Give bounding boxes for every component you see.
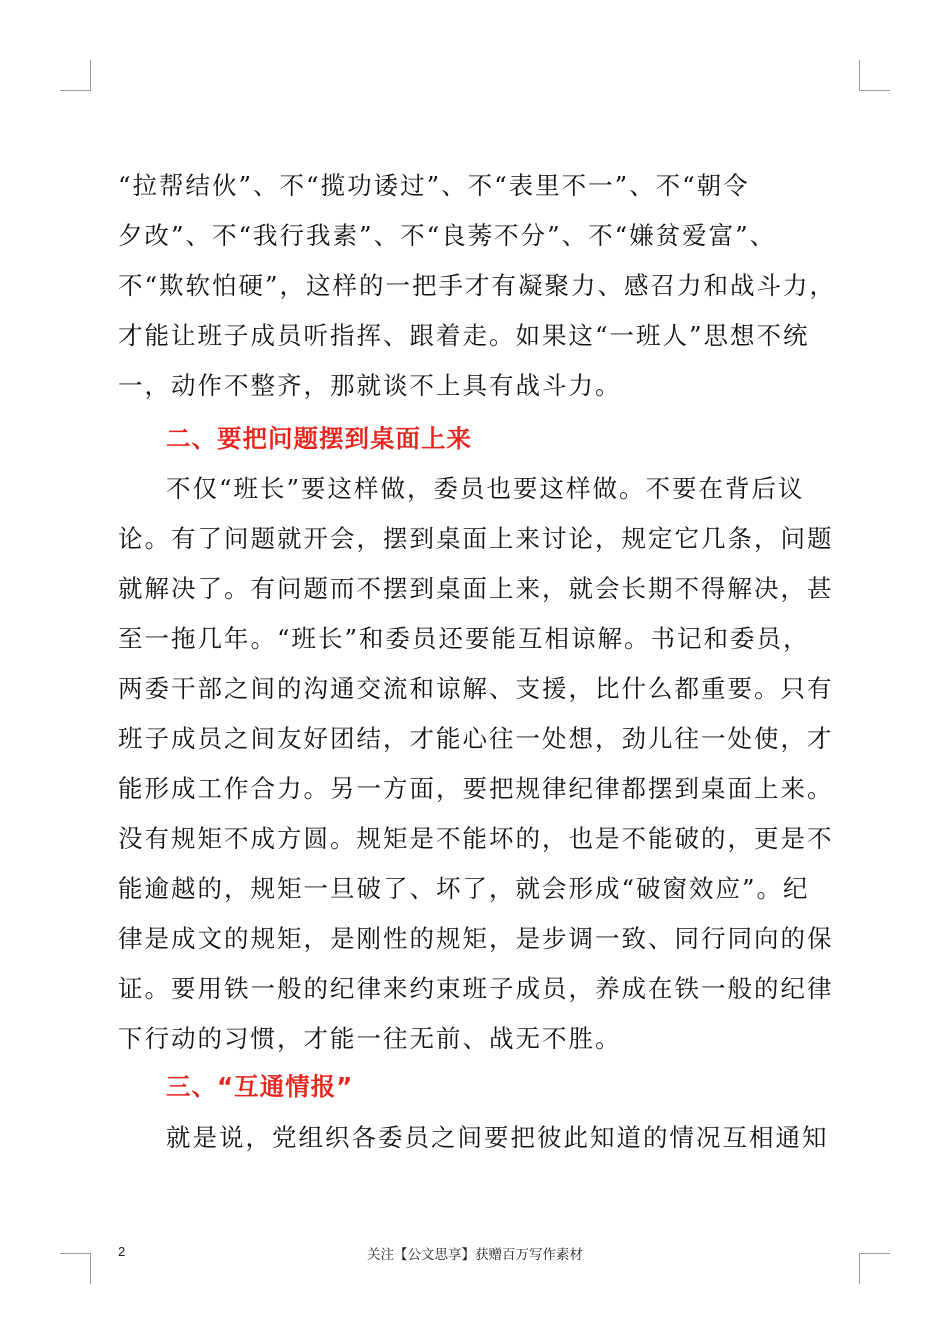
paragraph-line: 两委干部之间的沟通交流和谅解、支援，比什么都重要。只有 — [118, 674, 834, 703]
paragraph-line: 一，动作不整齐，那就谈不上具有战斗力。 — [118, 371, 622, 400]
paragraph-1 — [118, 161, 838, 411]
paragraph-line: 班子成员之间友好团结，才能心往一处想，劲儿往一处使，才 — [118, 724, 834, 753]
paragraph-line: 至一拖几年。“班长”和委员还要能互相谅解。书记和委员， — [118, 624, 810, 653]
paragraph-line: 下行动的习惯，才能一往无前、战无不胜。 — [118, 1024, 622, 1053]
paragraph-line: 证。要用铁一般的纪律来约束班子成员，养成在铁一般的纪律 — [118, 974, 834, 1003]
paragraph-line: 不仅“班长”要这样做，委员也要这样做。不要在背后议 — [166, 474, 805, 503]
crop-mark-top-right — [859, 60, 890, 91]
section-heading-2: 二、要把问题摆到桌面上来 — [166, 424, 472, 453]
page-number: 2 — [118, 1244, 126, 1259]
footer-promo-text: 关注【公文思享】获赠百万写作素材 — [367, 1247, 583, 1263]
paragraph-line: 能逾越的，规矩一旦破了、坏了，就会形成“破窗效应”。纪 — [118, 874, 810, 903]
paragraph-line: 能形成工作合力。另一方面，要把规律纪律都摆到桌面上来。 — [118, 774, 834, 803]
crop-mark-top-left — [60, 60, 91, 91]
paragraph-line: 才能让班子成员听指挥、跟着走。如果这“一班人”思想不统 — [118, 321, 810, 350]
section-heading-3: 三、“互通情报” — [166, 1072, 354, 1101]
paragraph-line: 就是说，党组织各委员之间要把彼此知道的情况互相通知 — [166, 1123, 829, 1152]
paragraph-line: 律是成文的规矩，是刚性的规矩，是步调一致、同行同向的保 — [118, 924, 834, 953]
paragraph-line: 不“欺软怕硬”，这样的一把手才有凝聚力、感召力和战斗力， — [118, 271, 837, 300]
paragraph-line: 没有规矩不成方圆。规矩是不能坏的，也是不能破的，更是不 — [118, 824, 834, 853]
paragraph-line: 夕改”、不“我行我素”、不“良莠不分”、不“嫌贫爱富”、 — [118, 221, 777, 250]
paragraph-line: “拉帮结伙”、不“揽功诿过”、不“表里不一”、不“朝令 — [118, 171, 750, 200]
paragraph-3 — [118, 1113, 838, 1163]
paragraph-line: 论。有了问题就开会，摆到桌面上来讨论，规定它几条，问题 — [118, 524, 834, 553]
paragraph-line: 就解决了。有问题而不摆到桌面上来，就会长期不得解决，甚 — [118, 574, 834, 603]
paragraph-2 — [118, 464, 838, 1064]
